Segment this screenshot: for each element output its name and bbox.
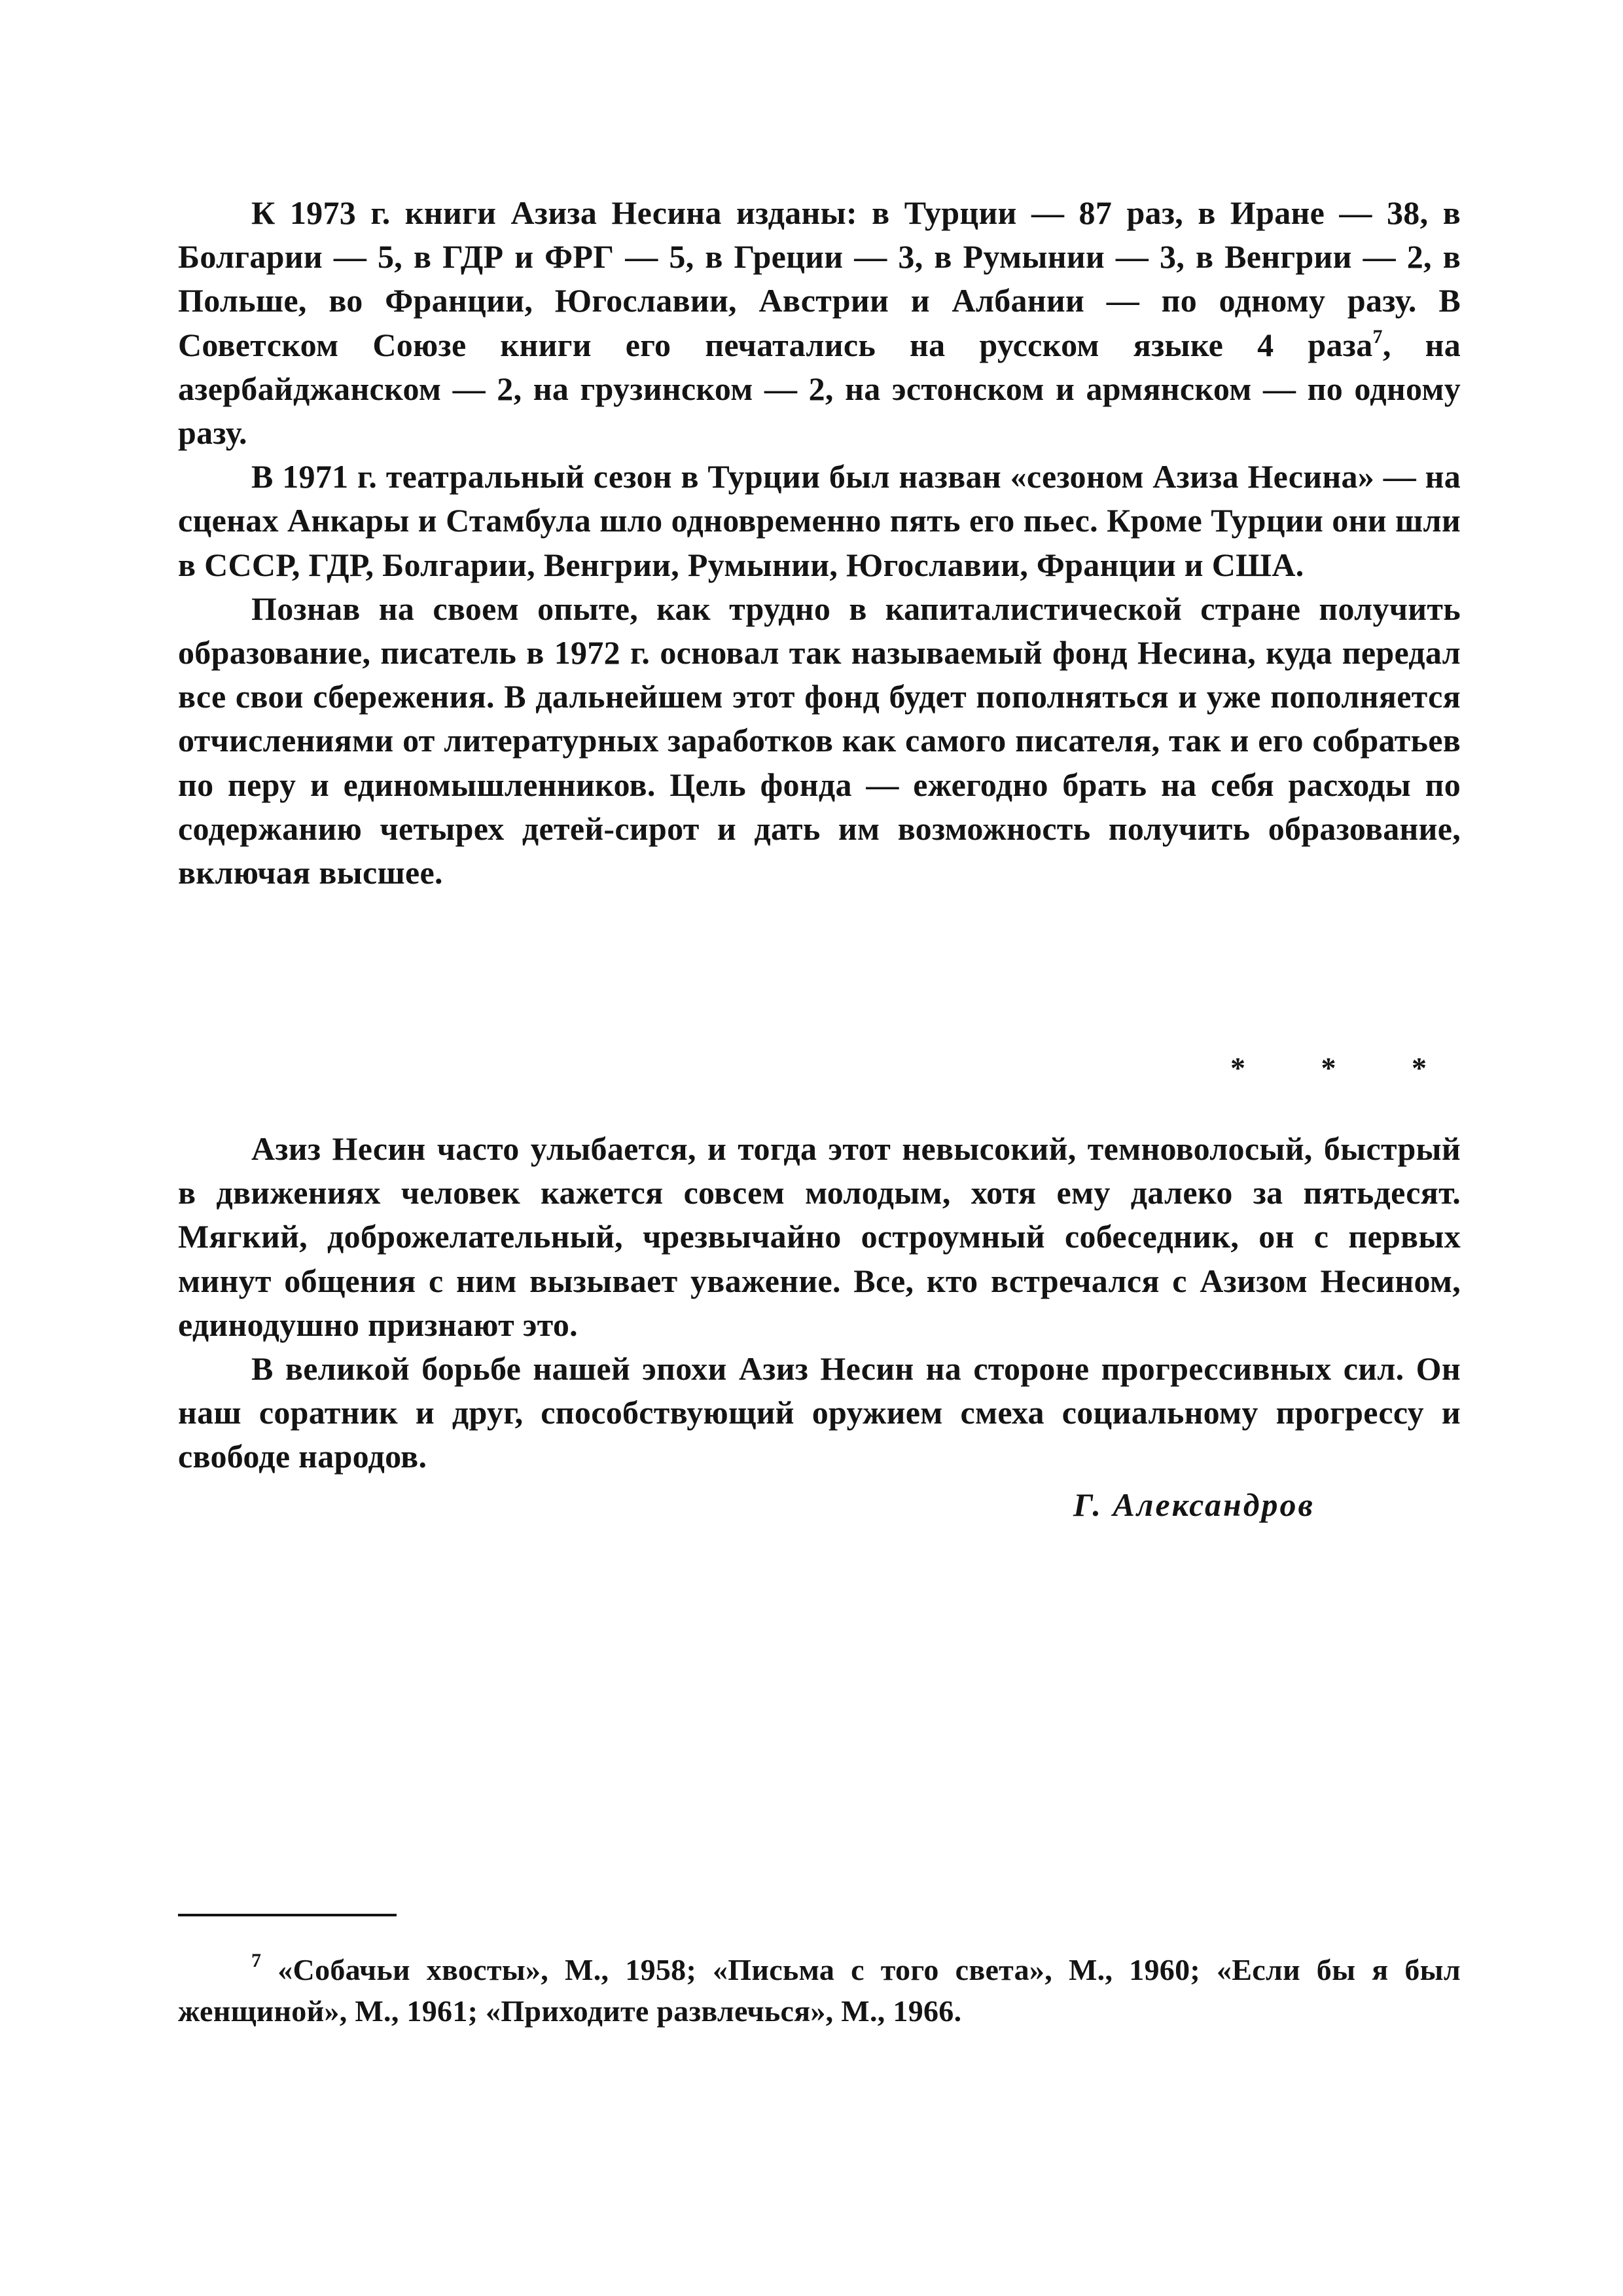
author-signature: Г. Александров bbox=[1073, 1486, 1315, 1523]
main-text-block bbox=[178, 191, 1461, 895]
footnote-divider bbox=[178, 1914, 397, 1916]
footnote bbox=[178, 1949, 1461, 2032]
section-separator: * * * bbox=[1230, 1051, 1461, 1085]
paragraph-portrait: Азиз Несин часто улыбается, и тогда этот невысокий, темноволосый, быстрый в движениях человек кажется совсем молодым, хотя ему далеко за пятьдесят. Мягкий, доброжелательный, чрезвычайно остроумный собеседник, он с первых минут общения с ним вызывает уважение. Все, кто встречался с Азизом Несином, единодушно признают это. bbox=[178, 1130, 1461, 1343]
paragraph-publications bbox=[178, 191, 1461, 455]
paragraph-conclusion: В великой борьбе нашей эпохи Азиз Несин на стороне прогрессивных сил. Он наш соратник и друг, способствующий оружием смеха социальному прогрессу и свободе народов. bbox=[178, 1350, 1461, 1475]
paragraph-theatre-season: В 1971 г. театральный сезон в Турции был назван «сезоном Азиза Несина» — на сценах Анкары и Стамбула шло одновременно пять его пьес. Кроме Турции они шли в СССР, ГДР, Болгарии, Венгрии, Румынии, Югославии, Франции и США. bbox=[178, 458, 1461, 583]
footnote-reference: 7 bbox=[1372, 325, 1383, 348]
closing-text-block bbox=[178, 1127, 1461, 1479]
paragraph-nesin-fund: Познав на своем опыте, как трудно в капиталистической стране получить образование, писатель в 1972 г. основал так называемый фонд Несина, куда передал все свои сбережения. В дальнейшем этот фонд будет пополняться и уже пополняется отчислениями от литературных заработков как самого писателя, так и его собратьев по перу и единомышленников. Цель фонда — ежегодно брать на себя расходы по содержанию четырех детей-сирот и дать им возможность получить образование, включая высшее. bbox=[178, 590, 1461, 891]
paragraph-text: , на азербайджанском — 2, на грузинском — 2, на эстонском и армянском — по одному разу. bbox=[178, 326, 1461, 452]
footnote-marker: 7 bbox=[251, 1950, 262, 1971]
footnote-text: «Собачьи хвосты», М., 1958; «Письма с того света», М., 1960; «Если бы я был женщиной», М., 1961; «Приходите развлечься», М., 1966. bbox=[178, 1953, 1461, 2028]
paragraph-text: К 1973 г. книги Азиза Несина изданы: в Турции — 87 раз, в Иране — 38, в Болгарии — 5, в ГДР и ФРГ — 5, в Греции — 3, в Румынии — 3, в Венгрии — 2, в Польше, во Франции, Югославии, Австрии и Албании — по одному разу. В Советском Союзе книги его печатались на русском языке 4 раза bbox=[178, 194, 1461, 363]
